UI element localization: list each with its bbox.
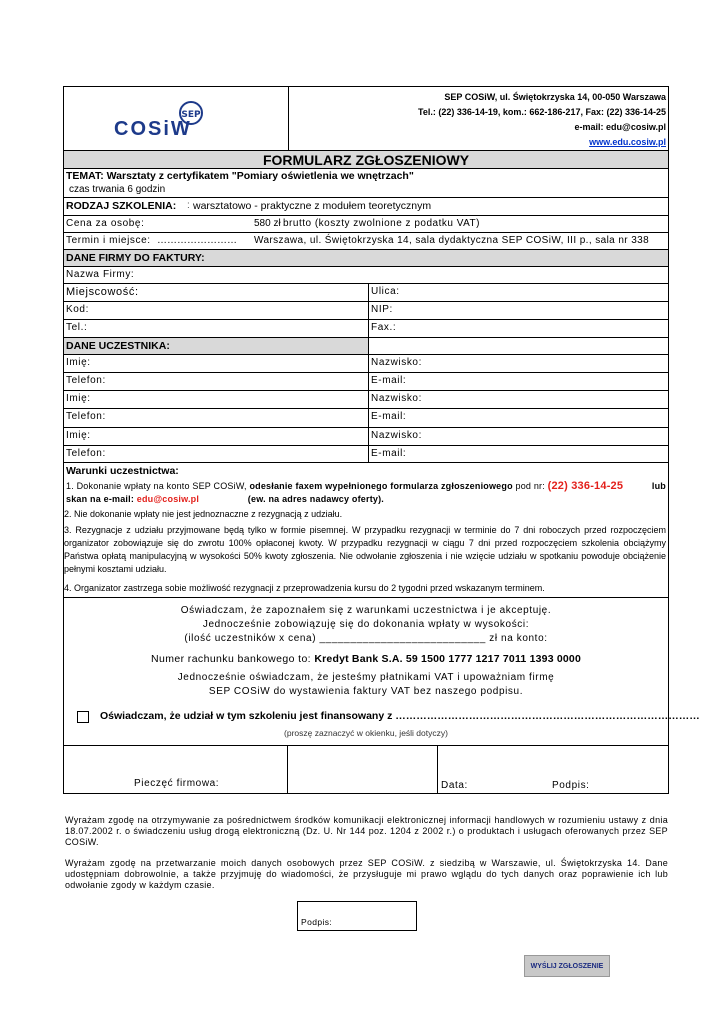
street-label[interactable]: Ulica: [371,286,400,297]
price-note: brutto (koszty zwolnione z podatku VAT) [283,218,480,229]
first-name-label[interactable]: Imię: [66,430,91,441]
declaration-line-2: Jednocześnie zobowiązuję się do dokonania wpłaty w wysokości: [202,619,530,630]
price-row [64,216,668,233]
form-title: FORMULARZ ZGŁOSZENIOWY [64,151,668,169]
code-nip-row [64,302,668,320]
topic-value: Warsztaty z certyfikatem "Pomiary oświetlenia we wnętrzach" [106,170,414,182]
duration: czas trwania 6 godzin [69,184,166,195]
company-name-field[interactable] [64,267,668,284]
consent-signature-box[interactable] [297,901,417,931]
participant-3-name-row [64,428,668,446]
training-type-value: warsztatowo - praktyczne z modułem teoretycznym [193,200,432,212]
condition-1: 1. Dokonanie wpłaty na konto SEP COSiW, odesłanie faxem wypełnionego formularza zgłoszeniowego pod nr: (22) 336-14-25 lub skan na e-mail: edu@cosiw.pl (ew. na adres nadawcy oferty). [66,480,666,504]
condition-3: 3. Rezygnacje z udziału przyjmowane będą tylko w formie pisemnej. W przypadku rezygnacji w terminie do 7 dni roboczych przed rozpoczęciem organizator zobowiązuje się do zwrotu 100% opłaconej kwoty. W przypadku rezygnacji w ciągu 7 dni przed rozpoczęciem szkolenia obciążymy Państwa opłatą manipulacyjną w wysokości 50% kwoty zgłoszenia. Nie odwołanie zgłoszenia i nie wzięcie udziału w spotkaniu powoduje obciążenie pełnymi kosztami udziału. [64,525,666,574]
company-stamp-label[interactable]: Pieczęć firmowa: [134,778,220,789]
contact-info [292,87,666,150]
last-name-label[interactable]: Nazwisko: [371,357,422,368]
term-row [64,233,668,250]
vat-line-2: SEP COSiW do wystawienia faktury VAT bez naszego podpisu. [208,686,524,697]
declaration-section [64,598,700,746]
topic-label: TEMAT: [66,170,104,182]
tel-fax-row [64,320,668,338]
company-name-label: Nazwa Firmy: [66,269,135,280]
bank-account: Numer rachunku bankowego to: Kredyt Bank S.A. 59 1500 1777 1217 7011 1393 0000 [150,653,582,665]
tel-label[interactable]: Tel.: [66,322,88,333]
city-street-row [64,284,668,302]
price-label: Cena za osobę: [66,218,145,229]
participant-2-contact-row [64,409,668,428]
declaration-line-3[interactable]: (ilość uczestników x cena) ___________________________ zł na konto: [184,633,548,644]
financing-hint: (proszę zaznaczyć w okienku, jeśli dotyczy) [284,728,448,738]
invoice-heading: DANE FIRMY DO FAKTURY: [66,252,205,264]
training-type-row [64,198,668,216]
website-link[interactable]: www.edu.cosiw.pl [589,137,666,147]
email: e-mail: edu@cosiw.pl [574,122,666,132]
participant-2-name-row [64,391,668,409]
participants-heading-row [64,338,668,355]
first-name-label[interactable]: Imię: [66,357,91,368]
header-row [64,87,668,151]
participant-3-contact-row [64,446,668,463]
logo-text: COSiW [114,118,192,140]
conditions-section [64,463,668,598]
email-label[interactable]: E-mail: [371,375,407,386]
application-form [63,86,700,794]
topic-row [64,169,668,198]
date-label[interactable]: Data: [441,780,468,791]
email-label[interactable]: E-mail: [371,411,407,422]
email-label[interactable]: E-mail: [371,448,407,459]
price-amount: 580 zł [254,218,281,229]
last-name-label[interactable]: Nazwisko: [371,393,422,404]
logo [64,87,288,150]
conditions-heading: Warunki uczestnictwa: [66,465,179,477]
phone-label[interactable]: Telefon: [66,411,106,422]
svg-text:SEP: SEP [181,110,201,120]
last-name-label[interactable]: Nazwisko: [371,430,422,441]
participant-1-name-row [64,355,668,373]
training-type-label: RODZAJ SZKOLENIA: [66,200,177,212]
consent-signature-label: Podpis: [301,917,333,927]
signature-label[interactable]: Podpis: [552,780,590,791]
phones: Tel.: (22) 336-14-19, kom.: 662-186-217, Fax: (22) 336-14-25 [418,107,666,117]
fax-label[interactable]: Fax.: [371,322,397,333]
consent-data-processing: Wyrażam zgodę na przetwarzanie moich danych osobowych przez SEP COSiW. z siedzibą w Warszawie, ul. Świętokrzyska 14. Dane udostępniam dobrowolnie, a także przyjmuję do wiadomości, że przysługuje mi prawo wglądu do tych danych oraz poprawienie ich lub odwołanie zgody w każdym czasie. [65,858,668,890]
submit-button[interactable]: WYŚLIJ ZGŁOSZENIE [524,955,610,977]
declaration-line-1: Oświadczam, że zapoznałem się z warunkami uczestnictwa i je akceptuję. [180,605,552,616]
condition-2: 2. Nie dokonanie wpłaty nie jest jednoznaczne z rezygnacją z udziału. [64,509,343,519]
condition-4: 4. Organizator zastrzega sobie możliwość rezygnacji z przeprowadzenia kursu do 2 tygodni przed wskazanym terminem. [64,583,545,593]
consent-marketing: Wyrażam zgodę na otrzymywanie za pośrednictwem środków komunikacji elektronicznej informacji handlowych w rozumieniu ustawy z dnia 18.07.2002 r. o świadczeniu usług drogą elektroniczną (Dz. U. Nr 144 poz. 1204 z 2002 r.) o produktach i usługach oferowanych przez SEP COSiW. [65,815,668,847]
address: SEP COSiW, ul. Świętokrzyska 14, 00-050 Warszawa [444,92,666,102]
nip-label[interactable]: NIP: [371,304,393,315]
phone-label[interactable]: Telefon: [66,375,106,386]
first-name-label[interactable]: Imię: [66,393,91,404]
vat-line-1: Jednocześnie oświadczam, że jesteśmy płatnikami VAT i upoważniam firmę [177,672,555,683]
invoice-heading-row [64,250,668,267]
participants-heading: DANE UCZESTNIKA: [66,340,170,352]
code-label[interactable]: Kod: [66,304,89,315]
signature-row [64,746,668,793]
financing-statement[interactable]: Oświadczam, że udział w tym szkoleniu jest finansowany z …………………………………………………………………………… [100,710,700,722]
term-dots[interactable]: …………………… [157,235,237,246]
term-label: Termin i miejsce: [66,235,151,246]
phone-label[interactable]: Telefon: [66,448,106,459]
training-type-marker: : [187,200,190,211]
city-label[interactable]: Miejscowość: [66,286,139,298]
participant-1-contact-row [64,373,668,391]
term-value: Warszawa, ul. Świętokrzyska 14, sala dydaktyczna SEP COSiW, III p., sala nr 338 [254,235,650,246]
financing-checkbox[interactable] [77,711,89,723]
